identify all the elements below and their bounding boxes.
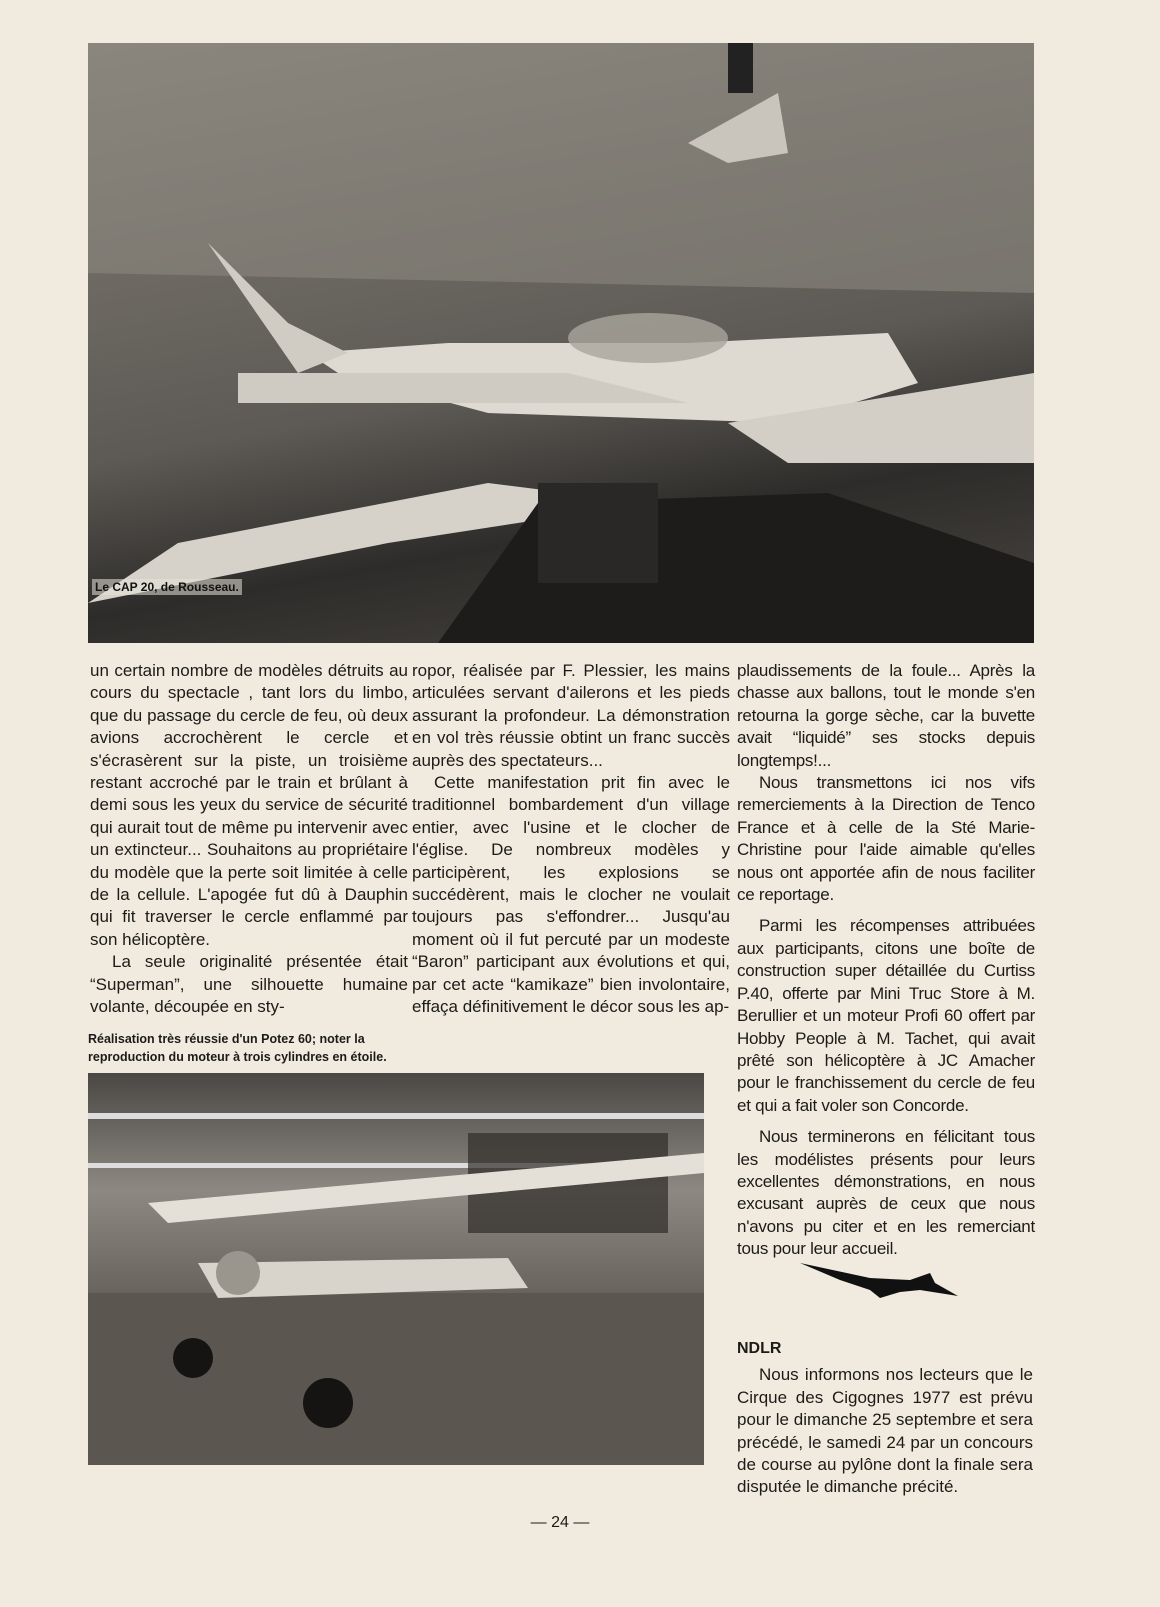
cap20-plane-illustration <box>88 43 1034 643</box>
page-number: — 24 — <box>530 1514 590 1531</box>
photo-caption-top: Le CAP 20, de Rousseau. <box>92 579 242 595</box>
paragraph: Parmi les récompenses attribuées aux participants, citons une boîte de construction super détaillée du Curtiss P.40, offerte par Mini Truc Store à M. Berullier et un moteur Profi 60 offert par Hobby People à M. Tachet, qui avait prêté son hélicoptère à JC Amacher pour le franchissement du cercle de feu et qui a fait voler son Concorde. <box>737 916 1035 1115</box>
paragraph: plaudissements de la foule... Après la chasse aux ballons, tout le monde s'en retourna la gorge sèche, car la buvette avait “liquidé” ses stocks depuis longtemps!... <box>737 661 1035 770</box>
article-column-1 <box>90 660 408 1019</box>
photo-caption-bottom: Réalisation très réussie d'un Potez 60; noter la reproduction du moteur à trois cylindres en étoile. <box>88 1032 387 1064</box>
article-column-2 <box>412 660 730 1019</box>
article-column-3 <box>737 660 1035 1261</box>
paragraph: un certain nombre de modèles détruits au cours du spectacle , tant lors du limbo, que du passage du cercle de feu, où deux avions accrochèrent le cercle et s'écrasèrent sur la piste, un troisième restant accroché par le train et brûlant à demi sous les yeux du service de sécurité qui aurait tout de même pu intervenir avec un extincteur... Souhaitons au propriétaire du modèle que la perte soit limitée à celle de la cellule. L'apogée fut dû à Dauphin qui fit traverser le cercle enflammé par son hélicoptère. <box>90 661 408 949</box>
ndlr-title: NDLR <box>737 1340 782 1357</box>
photo-cap20-model-plane <box>88 43 1034 643</box>
paragraph: Cette manifestation prit fin avec le traditionnel bombardement d'un village entier, avec l'usine et le clocher de l'église. De nombreux modèles y participèrent, les explosions se succédèrent, mais le clocher ne voulait toujours pas s'effondrer... Jusqu'au moment où il fut percuté par un modeste “Baron” participant aux évolutions et qui, par cet acte “kamikaze” bien involontaire, effaça définitivement le décor sous les ap- <box>412 773 730 1017</box>
paragraph: Nous terminerons en félicitant tous les modélistes présents pour leurs excellentes démonstrations, en nous excusant auprès de ceux que nous n'avons pu citer et en les remerciant tous pour leur accueil. <box>737 1127 1035 1259</box>
paragraph: La seule originalité présentée était “Superman”, une silhouette humaine volante, découpée en sty- <box>90 952 408 1017</box>
fighter-plane-silhouette-icon <box>800 1258 960 1303</box>
paragraph: Nous transmettons ici nos vifs remerciements à la Direction de Tenco France et à celle de la Sté Marie-Christine pour l'aide aimable qu'elles nous ont apportée afin de nous faciliter ce reportage. <box>737 773 1035 905</box>
potez60-plane-illustration <box>88 1073 704 1465</box>
ndlr-box <box>737 1338 1033 1499</box>
photo-potez60-model-plane <box>88 1073 704 1465</box>
ndlr-text: Nous informons nos lecteurs que le Cirque des Cigognes 1977 est prévu pour le dimanche 25 septembre et sera précédé, le samedi 24 par un concours de course au pylône dont la finale sera disputée le dimanche précité. <box>737 1365 1033 1497</box>
paragraph: ropor, réalisée par F. Plessier, les mains articulées servant d'ailerons et les pieds assurant la profondeur. La démonstration en vol très réussie obtint un franc succès auprès des spectateurs... <box>412 661 730 770</box>
